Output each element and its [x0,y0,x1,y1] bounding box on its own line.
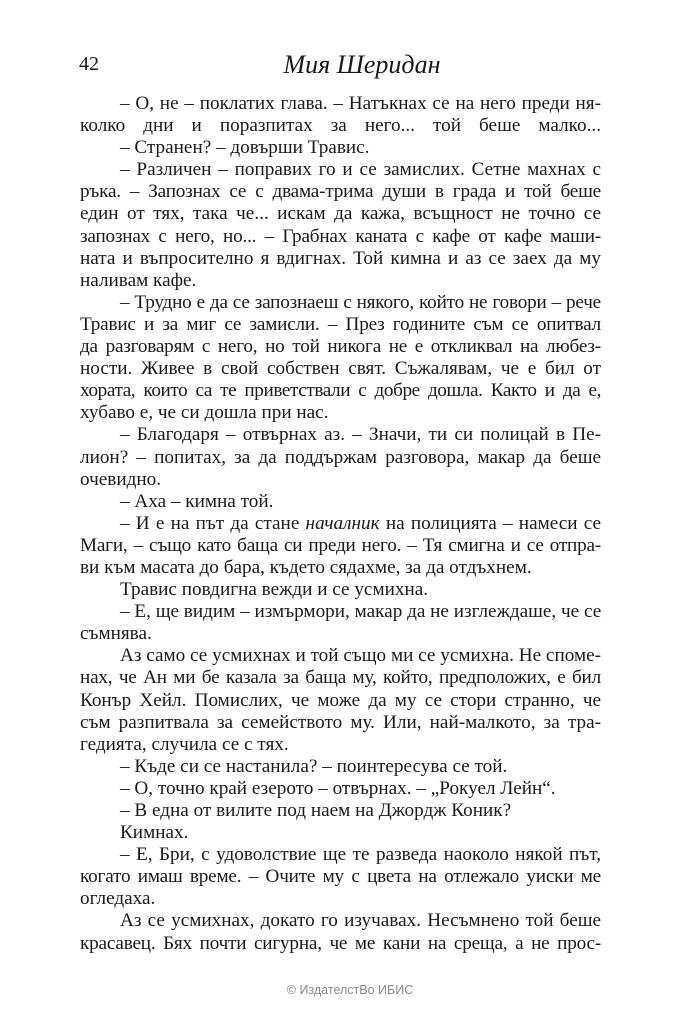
text-line: Маги, – също като баща си преди него. – Тя смигна и се отпра- [80,534,601,556]
text-line: лион? – попитах, за да поддържам разговора, макар да беше [80,446,601,468]
text-line: – О, не – поклатих глава. – Натъкнах се на него преди ня- [120,93,601,114]
text-line: огледаха. [80,888,156,910]
text-line: очевидно. [80,468,162,490]
text-line: – Различен – поправих го и се замислих. Сетне махнах с [120,159,601,181]
text-line: ръка. – Запознах се с двама-трима души в града и той беше [80,181,601,203]
text-line: ви към масата до бара, където сядахме, за да отдъхнем. [80,556,532,578]
text-line: – Трудно е да се запознаеш с някого, който не говори – рече [120,291,601,313]
text-line: ности. Живее в свой собствен свят. Съжалявам, че е бил от [80,358,601,380]
text-line: Кимнах. [120,822,189,844]
line-segment: – И е на път да стане [120,512,306,534]
text-line: наливам кафе. [80,269,197,291]
line-segment: на полицията – намеси се [379,512,601,534]
body-text [80,93,601,955]
text-line: нах, че Ан ми бе казала за баща му, който, предположих, е бил [80,667,601,689]
text-line: – О, точно край езерото – отвърнах. – „Рокуел Лейн“. [120,777,556,799]
text-line: – В една от вилите под наем на Джордж Коник? [120,800,512,821]
text-line: Аз се усмихнах, докато го изучавах. Несъмнено той беше [120,910,601,932]
page-number: 42 [79,53,99,75]
text-line: хубаво е, че си дошла при нас. [80,402,329,424]
text-line: красавец. Бях почти сигурна, че ме кани на среща, а не прос- [80,932,601,954]
text-line: съмнява. [80,623,152,645]
text-line: – Благодаря – отвърнах аз. – Значи, ти си полицай в Пе- [120,424,601,446]
publisher-footer: © ИздателстВо ИБИС [286,983,414,997]
text-line: съм разпитвала за семейството му. Или, най-малкото, за тра- [80,711,601,733]
text-line: – Къде си се настанила? – поинтересува се той. [120,755,508,777]
text-line: Конър Хейл. Помислих, че може да му се стори странно, че [80,689,601,711]
text-line: запознах с него, но... – Грабнах каната с кафе от кафе маши- [80,225,601,247]
text-line: да разговарям с него, но той никога не е откликвал на любез- [80,336,601,358]
text-line: – Е, Бри, с удоволствие ще те разведа наоколо някой път, [120,844,601,866]
running-head-title: Мия Шеридан [283,50,441,79]
text-line: Травис повдигна вежди и се усмихна. [120,579,429,601]
text-line: – Странен? – довърши Травис. [120,137,370,159]
text-line: гедията, случила се с тях. [80,733,289,755]
text-line: – Е, ще видим – измърмори, макар да не изглеждаше, че се [120,601,602,623]
text-line: когато имаш време. – Очите му с цвета на отлежало уиски ме [80,866,601,888]
text-line [80,513,601,535]
text-line: – Аха – кимна той. [120,490,274,512]
text-line: Аз само се усмихнах и той също ми се усмихна. Не споме- [120,645,601,667]
text-line: ната и въпросително я вдигнах. Той кимна и аз се заех да му [80,247,601,269]
emphasis-word: началник [305,512,380,534]
text-line: един от тях, така че... искам да кажа, всъщност не точно се [80,203,601,225]
text-line: колко дни и поразпитах за него... той беше малко... [80,115,601,137]
text-line: хората, които са те приветствали с добре дошла. Както и да е, [80,380,601,402]
text-line: Травис и за миг се замисли. – През годините съм се опитвал [80,313,601,335]
